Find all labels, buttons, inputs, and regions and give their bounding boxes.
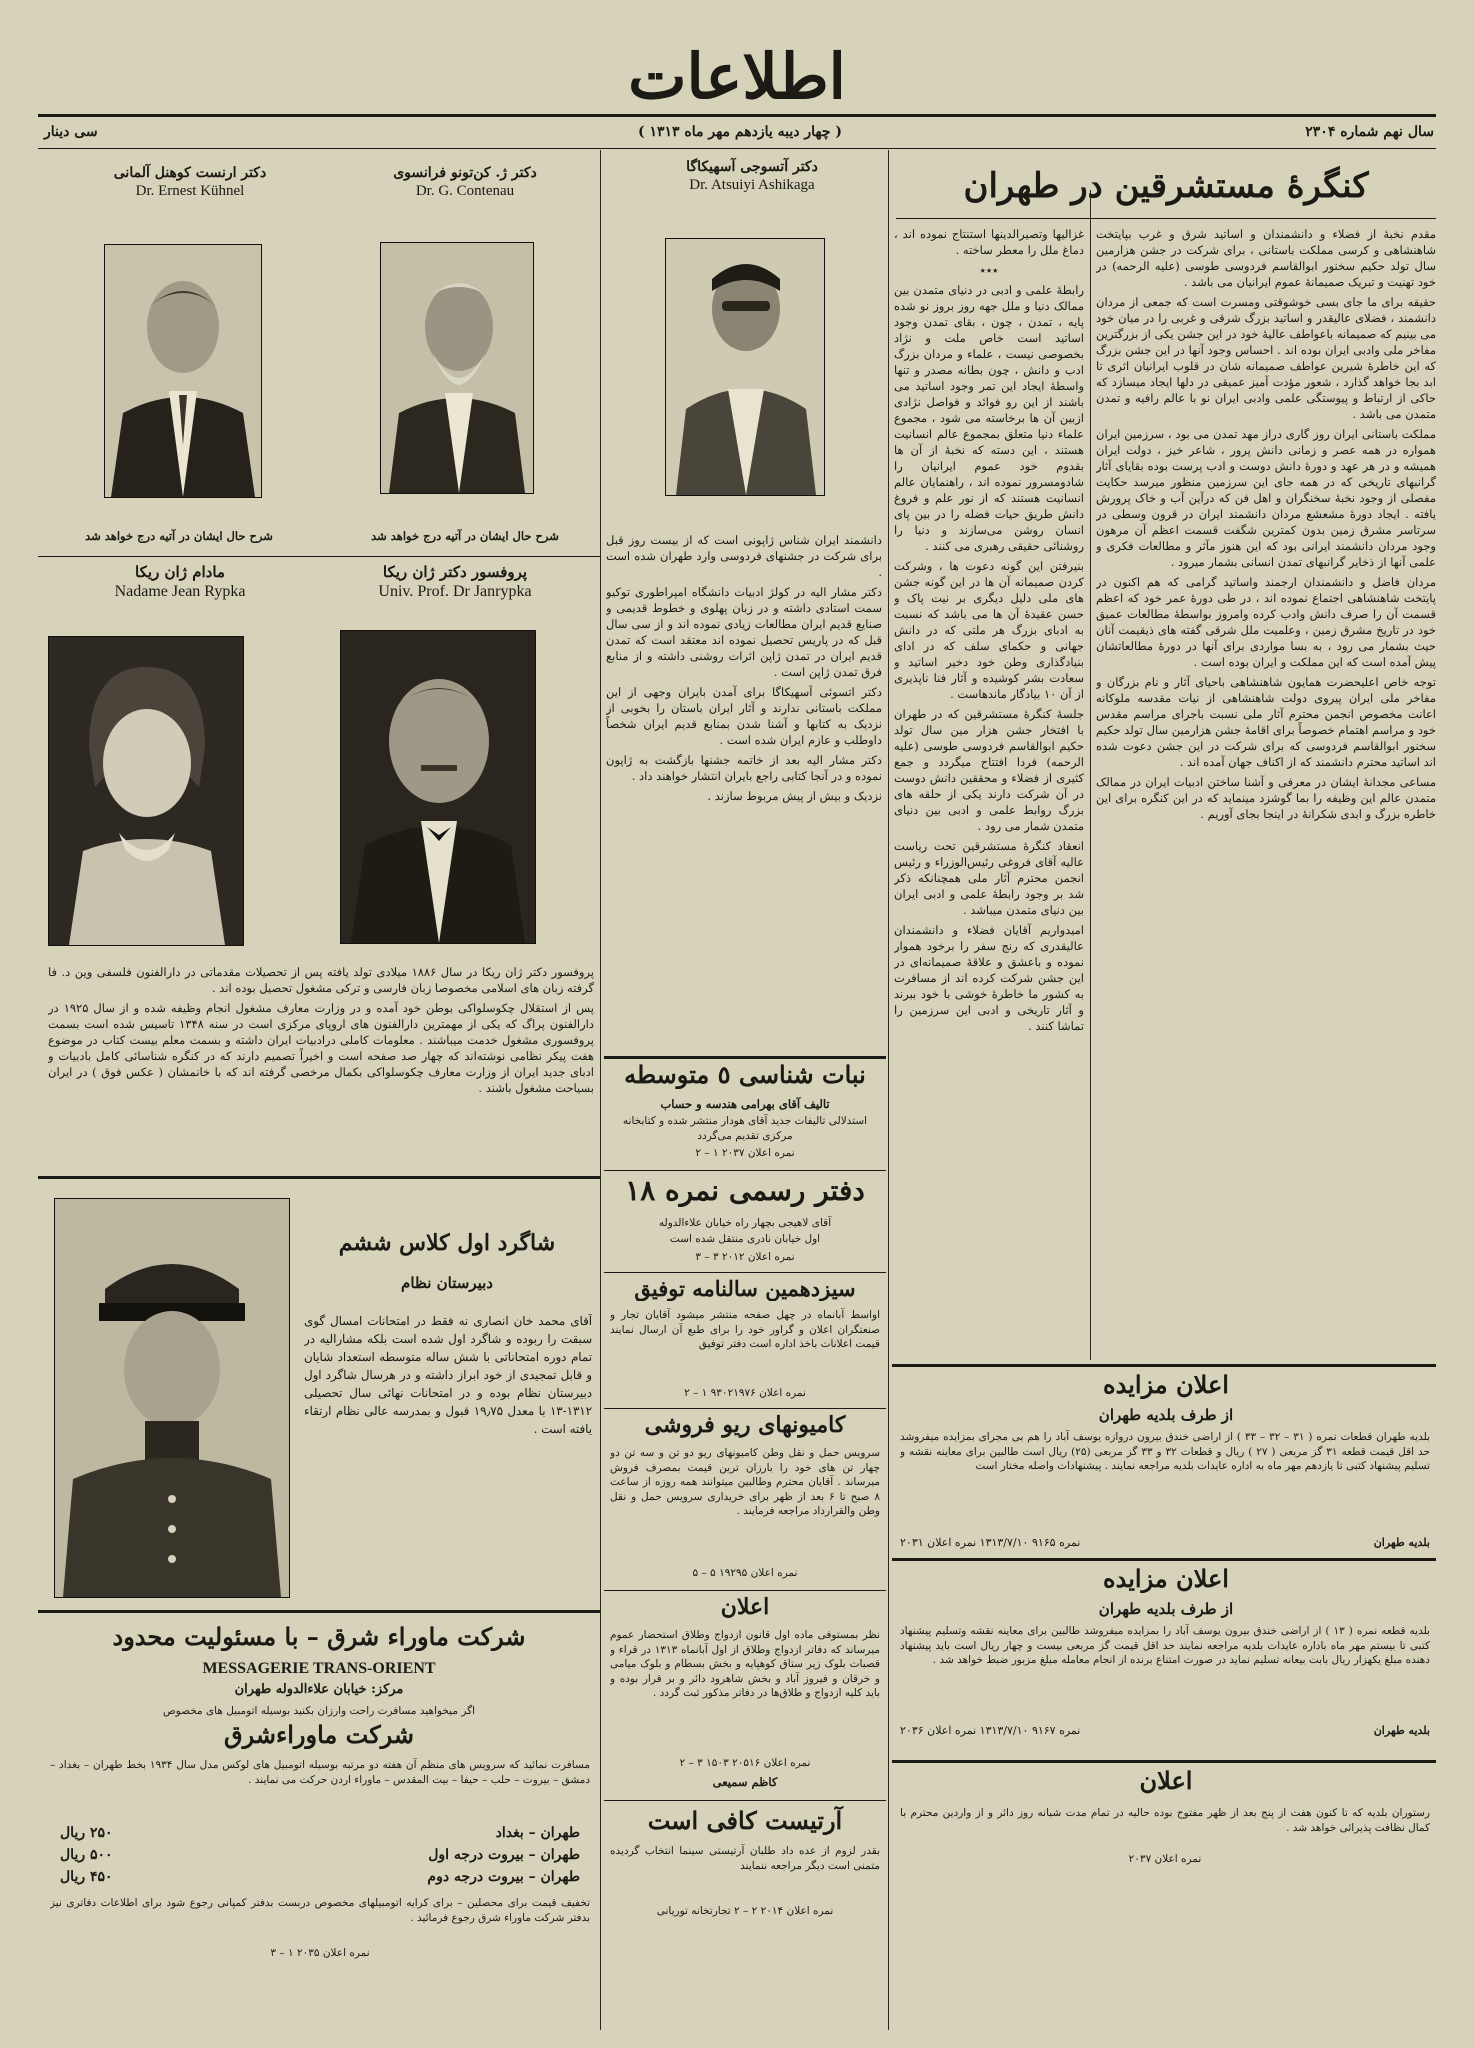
route-price: ۵۰۰ ریال [60,1847,113,1863]
congress-headline: کنگرهٔ مستشرقین در طهران [963,166,1369,206]
auction1-sign: بلدیه طهران [1373,1536,1430,1549]
ashikaga-name-fa: دکتر آتسوجی آسهیکاگا [686,159,818,175]
ad-daftar-title: دفتر رسمی نمره ۱۸ [625,1174,865,1207]
issue-date: ( چهار دیبه یازدهم مهر ماه ۱۳۱۳ ) [637,124,843,140]
ashikaga-name-en: Dr. Atsuiyi Ashikaga [689,177,815,193]
route-price: ۴۵۰ ریال [60,1869,113,1885]
caption-contenau-bio: شرح حال ایشان در آتیه درج خواهد شد [371,529,559,543]
congress-para: جلسهٔ کنگرهٔ مستشرقین که در طهران با افتخار جشن هزار مین سال تولد حکیم ابوالقاسم فردوسی طوسی (علیه الرحمه) فردا افتتاح میگردد و جمع کثیری از فضلاء و محققین دانش دوست در آن شرکت دارند یکی از حلقه های بزرگ روابط علمی و ادبی بین دنیای متمدن شمار می رود . [894,707,1084,833]
auction1-body: بلدیه طهران قطعات نمره ( ۳۱ – ۳۲ – ۳۳ ) از اراضی خندق بیرون دروازه یوسف آباد را هم بی مجرای بمزایده میفروشد حد اقل قیمت قطعه ۳۱ گز مربعی ( ۲۷ ) ریال و قطعات ۳۲ و ۳۳ گز مربعی (۲۵) ریال است طالبین برای معاینه نقشه و تسلیم پیشنهاد کتبی تا یازدهم مهر ماه به اداره عایدات بلدیه مراجعه نمایند . پیشنهادات واصله مختار است [900,1431,1430,1472]
rypka-bio-para: پروفسور دکتر ژان ریکا در سال ۱۸۸۶ میلادی تولد یافته پس از تحصیلات مقدماتی در دارالفنون فلسفی وین د. فا گرفته زبان های اسلامی مخصوصا زبان فارسی و ترکی مشغول تحصیل بوده اند . [48,965,594,995]
caption-kuhnel-bio: شرح حال ایشان در آتیه درج خواهد شد [85,529,273,543]
photo-student [54,1198,290,1598]
kuhnel-name-fa: دکتر ارنست کوهنل آلمانی [113,165,267,181]
portrait-caption-contenau [340,164,590,200]
congress-para: امیدواریم آقایان فضلاء و دانشمندان عالیقدری که رنج سفر را برخود هموار نموده و باعشق و علاقهٔ صمیمانه‌ای در این جشن شرکت کرده اند از مسافرت به کشور ما خاطرهٔ خوشی با خود ببرند و آثار تاریخی و ادبی این سرزمین را تماشا کنند . [894,923,1084,1033]
rypka-madame-en: Nadame Jean Rypka [114,583,246,600]
congress-para: مساعی مجدانهٔ ایشان در معرفی و آشنا ساختن ادبیات ایران در ممالک متمدن عالم این وظیفه را بما گوشزد مینماید که در این کنگره برای این خاطره بزرگ و ابدی شکرانهٔ در اینجا بجای آوریم . [1096,775,1436,821]
ad-daftar-line1: آقای لاهیجی بچهار راه خیابان علاءالدوله [658,1217,832,1229]
kuhnel-name-en: Dr. Ernest Kühnel [135,183,245,199]
messagerie-ref: نمره اعلان ۲۰۳۵ ۱ – ۳ [270,1947,370,1959]
auction2-footer [900,1724,1430,1737]
ad-nabat-ref: نمره اعلان ۲۰۳۷ ۱ – ۲ [695,1147,795,1159]
notice-body: رستوران بلدیه که تا کنون هفت از پنج بعد از ظهر مفتوح بوده حالیه در تمام مدت شبانه روز دائر و از واردین محترم با کمال نظافت پذیرائی خواهد شد . [900,1807,1430,1834]
auction1-footer [900,1536,1430,1549]
congress-para: غزالیها وتصیرالدینها استنتاج نموده اند ، دماغ ملل را معطر ساخته . [894,227,1084,257]
congress-para: مملکت باستانی ایران روز گاری دراز مهد تمدن می بود ، سرزمین ایران همواره در همه عصر و زمانی دانش پرور ، شاعر خیز ، دولت ایران همیشه و در هر عهد و دورهٔ دانش دوست و ادب پرست بوده بقایای آثار گرانبهای تاریخی که در همه جای این سرزمین منظور میرسد حکایت مفصلی از وجود نخبهٔ سخنگران و اهل فن که درآین آب و خاک پرورش یافته . ایجاد دورهٔ مشعشع مردان دانشمند ایران در قرون وسطی در سرتاسر مشرق زمین بدون کمترین شگفت قسمت اعظم آن مرهون وجود مردان دانشمند ایرانی بود که این هنوز مآثر و مطالعات فکری و علمی آنها از ذخایر گرانبهای تمدن انسانی بشمار میرود . [1096,427,1436,569]
ashikaga-bio-para: دکتر مشار الیه بعد از خاتمه جشنها بازگشت به ژاپون نموده و در آنجا کتابی راجع بایران انتشار خواهند داد . [606,753,882,783]
route-name: طهران – بیروت درجه دوم [427,1869,580,1885]
route-row [60,1844,580,1866]
auction1-title: اعلان مزایده [1103,1370,1229,1399]
congress-separator: ٭٭٭ [979,263,999,277]
ad-salnameh-body: اواسط آبانماه در چهل صفحه منتشر میشود آقایان تجار و صنعتگران اعلان و گراور خود را برای طبع آن ارسال نمایند قیمت اعلانات باخذ اداره است دفتر توفیق [610,1309,880,1350]
issue-number: سال نهم شماره ۲۳۰۴ [1305,124,1434,140]
messagerie-title: شرکت ماوراء شرق – با مسئولیت محدود [112,1622,526,1651]
masthead-title: اطلاعات [628,40,846,113]
auction1-ref: نمره ۹۱۶۵ ۱۳۱۳/۷/۱۰ نمره اعلان ۲۰۳۱ [900,1536,1081,1549]
ashikaga-bio-para: دانشمند ایران شناس ژاپونی است که از بیست روز قبل برای شرکت در جشنهای فردوسی وارد طهران شده است . [606,533,882,579]
student-text: آقای محمد خان انصاری نه فقط در امتحانات امسال گوی سبقت را ربوده و شاگرد اول شده است بلکه مشارالیه در تمام دوره امتحاناتی با شش ساله متوسطه استعداد شایان و قابل تمجیدی از خود ابراز داشته و در هرسال شاگرد اول دبیرستان نظام بوده و در امتحانات نهائی سال تحصیلی ۱۳۱۲-۱۳ با معدل ۱۹٫۷۵ قبول و بمدرسه عالی نظام ارتقاء یافته است . [304,1314,592,1436]
column-separator [600,150,601,2030]
masthead-rule-bottom [38,148,1436,149]
auction2-title: اعلان مزایده [1103,1564,1229,1593]
student-school: دبیرستان نظام [401,1274,493,1292]
rypka-prof-fa: پروفسور دکتر ژان ریکا [382,563,528,581]
route-price: ۲۵۰ ریال [60,1825,113,1841]
photo-contenau [380,242,534,494]
congress-para: مردان فاضل و دانشمندان ارجمند واساتید گرامی که هم اکنون در پایتخت شاهنشاهی اجتماع نموده اند ، در طی دورهٔ عمر خود که اعظم قسمت آن را صرف دانش وادب کرده وامروز بواسطهٔ مطالعات عمیق خود در تاریخ مشرق زمین ، وعلمیت ملل شرقی گفته های ذیقیمت آنان حیث بشمار می رود ، به بسا مواردی برای آنها در دورهٔ مطالعاتشان پیش آمده است که این مملکت و ایران بوده است . [1096,575,1436,669]
congress-column-1 [1096,226,1436,1358]
congress-para: مقدم نخبهٔ از فضلاء و دانشمندان و اساتید شرق و غرب بپایتخت شاهنشاهی و کرسی مملکت باستانی ، برای شرکت در جشن هزارمین سال تولد حکیم سخنور ابوالقاسم فردوسی طوسی (علیه الرحمه) در خود تهنیت و تبریک صمیمانهٔ عموم ایرانیان می باشد . [1096,227,1436,289]
ashikaga-bio [606,532,882,1144]
rypka-bio-para: پس از استقلال چکوسلواکی بوطن خود آمده و در وزارت معارف مشغول انجام وظیفه شده و از سال ۱۹۲۵ در دارالفنون پراگ که یکی از مهمترین دارالفنون های اروپای مرکزی است در سنه ۱۳۴۸ تاسیس شده است بسمت پروفسوری مشغول خدمت میباشند . معلومات کاملی درادبیات ایران داشته و بسمت معلم بیست کتاب در موضوع هفت پیکر نظامی نوشته‌اند که چهار صد صفحه است و اخیراً تصمیم دارند که در کنگره شناسائی کامل بادبیات و ادبای جدید ایران از وزارت معارف چکوسلواکی بکمال مرخصی گرفته اند که با خانمشان ( عکس فوق ) در ایران بسیاحت مشغول باشند . [48,1001,594,1095]
route-row [60,1866,580,1888]
messagerie-routes [60,1822,580,1888]
ashikaga-bio-para: دکتر مشار الیه در کولژ ادبیات دانشگاه امپراطوری توکیو سمت استادی داشته و در زبان پهلوی و خطوط قدیمی و صنایع قدیم ایران مطالعات زیادی نموده اند و از سی سال قبل که در پاریس تحصیل نموده اند معتقد است که تمدن قدیم ایران در تمدن ژاپن اثرات روشنی داشته و از منابع فرق تمدن ژاپن است . [606,585,882,679]
congress-para: بنیرفتن این گونه دعوت ها ، وشرکت کردن صمیمانه آن ها در این گونه جشن های ملی دلیل دیگری بر نیت پاک و حسن عقیدهٔ آن ها می باشد که نسبت به ادبای بزرگ هر ملتی که در دانش جهانی و حکمای سلف که در ادای بنیادگذاری وطن خود دخیر اساتید و سعادت بشر کوشیده و آثار فنا ناپذیری از آن ۱۰ بیادگار ماندهاست . [894,559,1084,701]
ad-artist-title: آرتیست کافی است [647,1806,843,1835]
messagerie-title2: شرکت ماوراءشرق [224,1720,414,1749]
ad-artist-body: بقدر لزوم از عده داد طلبان آرتیستی سینما انتخاب گردیده متمنی است دیگر مراجعه ننمایند [610,1845,880,1872]
congress-para: رابطهٔ علمی و ادبی در دنیای متمدن بین ممالک دنیا و ملل جهه روز بروز نو شده پایه ، تمدن ، چون ، بقای تمدن وجود اساتید است خاص ملت و نژاد بخصوصی نیست ، علماء و مردان بزرگ ادب و دانش ، چون بطانه مصدر و تنها واسطهٔ ایجاد این تمر وجود اساتید می باشند از این رو فوائد و فواصل نژادی ازبین آن ها برخاسته می شود ، مجموع علماء دنیا متعلق بمجموع عالم انسانیت هستند ، این دسته که نخبهٔ از آن ها بقدوم خود عموم ایرانیان را شادومسرور نموده اند ، راهنمایان عالم انسانیت هستند که از نور علم و فروغ دانش طریق حیات فضله را در بین پای انسان روشن می‌سازند و دنیا را روشنائی حقیقی رهبری می کنند . [894,283,1084,553]
portrait-caption-kuhnel [60,164,320,200]
ad-salnameh-ref: نمره اعلان ۹۳۰۲۱۹۷۶ ۱ – ۲ [684,1387,806,1399]
issue-price: سی دینار [44,124,98,140]
rypka-prof-en: Univ. Prof. Dr Janrypka [378,583,532,600]
portrait-caption-ashikaga [612,158,892,194]
route-name: طهران – بیروت درجه اول [428,1847,580,1863]
ad-artist-ref: نمره اعلان ۲۰۱۴ ۲ – ۲ تجارتخانه توریانی [656,1905,834,1917]
auction2-sign: بلدیه طهران [1373,1724,1430,1737]
ad-salnameh-title: سیزدهمین سالنامه توفیق [634,1276,856,1301]
contenau-name-en: Dr. G. Contenau [415,183,515,199]
ad-daftar-ref: نمره اعلان ۲۰۱۲ ۳ – ۳ [695,1251,795,1263]
notice-title: اعلان [1139,1766,1193,1795]
photo-ashikaga [665,238,825,496]
route-name: طهران – بغداد [495,1825,580,1841]
ad-camion-title: کامیونهای ریو فروشی [644,1412,846,1438]
ashikaga-bio-para: نزدیک و بیش از پیش مربوط سازند . [707,789,882,803]
notice-ref: نمره اعلان ۲۰۳۷ [1128,1853,1202,1865]
ad-nabat-sub: تالیف آقای بهرامی هندسه و حساب [660,1097,830,1111]
auction2-from: از طرف بلدیه طهران [1098,1600,1234,1618]
messagerie-body: مسافرت نمائید که سرویس های منظم آن هفته دو مرتبه بوسیله اتومبیل های لوکس مدل سال ۱۹۳۴ بخط طهران – بغداد – دمشق – بیروت – حلب – حیفا – بیت المقدس – ماوراء اردن حرکت می نمایند . [50,1759,590,1786]
congress-para: انعقاد کنگرهٔ مستشرقین تحت ریاست عالیه آقای فروغی رئیس‌الوزراء و رئیس انجمن محترم آثار ملی همچنانکه ذکر شد بر وجود رابطهٔ علمی و ادبی ایران بین دنیای متمدن میباشد . [894,839,1084,917]
messagerie-note: اگر میخواهید مسافرت راحت وارزان بکنید بوسیله اتومبیل های مخصوص [162,1705,476,1717]
ad-daftar-line2: اول خیابان نادری منتقل شده است [669,1233,821,1245]
ashikaga-bio-para: دکتر اتسوئی آسهیکاگا برای آمدن بایران وجهی از این مملکت باستانی ندارند و آثار ایران باستان را بخوبی از نزدیک به کتابها و آشنا شدن بمنابع قدیم ایران شخصاً داوطلب و عازم ایران شده است . [606,685,882,747]
ad-elan-title: اعلان [720,1594,770,1620]
column-separator [888,150,889,2030]
column-separator [1090,190,1091,1360]
messagerie-footer: تخفیف قیمت برای محصلین – برای کرایه اتومبیلهای مخصوص دربست بدفتر کمپانی رجوع شود برای اطلاعات دفاتری نیز بدفتر شرکت ماوراء شرق رجوع فرمائید . [50,1897,590,1924]
ad-elan-ref: نمره اعلان ۲۰۵۱۶ ۱۵۰۳ ۳ – ۲ [679,1757,811,1769]
ad-camion-ref: نمره اعلان ۱۹۲۹۵ ۵ – ۵ [692,1567,798,1579]
rypka-madame-fa: مادام ژان ریکا [135,563,225,581]
masthead-rule-top [38,114,1436,117]
auction1-from: از طرف بلدیه طهران [1098,1406,1234,1424]
photo-kuhnel [104,244,262,498]
messagerie-latin: MESSAGERIE TRANS-ORIENT [202,1660,436,1677]
congress-para: توجه خاص اعلیحضرت همایون شاهنشاهی باحیای آثار و نام بزرگان و مفاخر ملی ایران پیروی دولت شاهنشاهی از نیات مقدسه ملوکانه اعانت مخصوص انجمن محترم آثار ملی نسبت باجرای مراسم مقدس خود و مراسم اهتمام خصوصاً برای اقامهٔ جشن هزارمین سال تولد حکیم سخنور ابوالقاسم فردوسی که برای شرکت در این جشن دعوت شده اند اساتید محترم دانشمند که از اکناف جهان آمده اند . [1096,675,1436,769]
ad-elan-sign: کاظم سمیعی [712,1775,778,1789]
messagerie-center: مرکز: خیابان علاءالدوله طهران [234,1682,404,1697]
route-row [60,1822,580,1844]
ad-nabat-title: نبات شناسی ٥ متوسطه [624,1060,866,1089]
ad-elan-body: نظر بمستوفی ماده اول قانون ازدواج وطلاق استحضار عموم میرساند که دفاتر ازدواج وطلاق از اول آبانماه ۱۳۱۳ در قراء و قصبات بلوک زیر ستاق کوهپایه و بخش بسطام و بلوک میامی و خرقان و فیروز آباد و بخش شاهرود دائر و بر قرار بوده و باید کلیه ازدواج و طلاق‌ها در دفاتر مذکور ثبت گردد . [610,1629,880,1699]
congress-column-2 [894,226,1084,1358]
ad-nabat-detail: استدلالی تالیفات جدید آقای هودار منتشر شده و کتابخانه مرکزی تقدیم می‌گردد [622,1115,868,1142]
auction2-ref: نمره ۹۱۶۷ ۱۳۱۳/۷/۱۰ نمره اعلان ۲۰۳۶ [900,1724,1081,1737]
congress-para: حقیقه برای ما جای بسی خوشوقتی ومسرت است که جمعی از مردان دانشمند ، فضلای عالیقدر و اساتید بزرگ شرقی و غربی را در میان خود می بینیم که صمیمانه باعواطف عالیهٔ خود در این جشن یکی از بزرگترین مفاخر ملی وادبی ایران بوده اند . احساس وجود آنها در این جشن بزرگ که این خاطرهٔ شیرین عواطف صمیمانه شان در قلوب ایرانیان اثری تا ابد بجا خواهد گذارد ، شعور مؤدت آمیز عمیقی در دلها ایجاد میسازد که حاکی از ارتباط و پیوستگی علمی وادبی ایران نو با عالم رافیه و تمدن متمدن می باشد . [1096,295,1436,421]
ad-camion-body: سرویس حمل و نقل وطن کامیونهای ریو دو تن و سه تن دو چهار تن های خود را بارزان ترین قیمت بمصرف فروش میرساند . آقایان محترم وطالبین میتوانند همه روزه از ساعت ۸ صبح تا ۶ بعد از ظهر برای خریداری سرویس حمل و نقل وطن والقرارداد مراجعه فرمایند . [610,1447,880,1517]
auction2-body: بلدیه قطعه نمره ( ۱۳ ) از اراضی خندق بیرون یوسف آباد را بمزایده میفروشد طالبین برای معاینه نقشه وتسلیم پیشنهاد کتبی تا بیستم مهر ماه باداره عایدات بلدیه مراجعه نمایند حد اقل قیمت گز مربعی بیست و چهار ریال است باید پیشنهاد دهنده مبلغ یکهزار ریال بابت بیعانه تسلیم نماید در صورت امتناع برنده از انجام معامله مبلغ مزبور ضبط خواهد شد . [900,1625,1430,1666]
caption-rypka-prof [320,562,590,602]
caption-rypka-madame [50,562,310,602]
student-title: شاگرد اول کلاس ششم [338,1230,556,1256]
photo-rypka-madame [48,636,244,946]
rypka-bio [48,964,594,1174]
contenau-name-fa: دکتر ژ. کن‌تونو فرانسوی [393,165,537,181]
photo-rypka-prof [340,630,536,944]
